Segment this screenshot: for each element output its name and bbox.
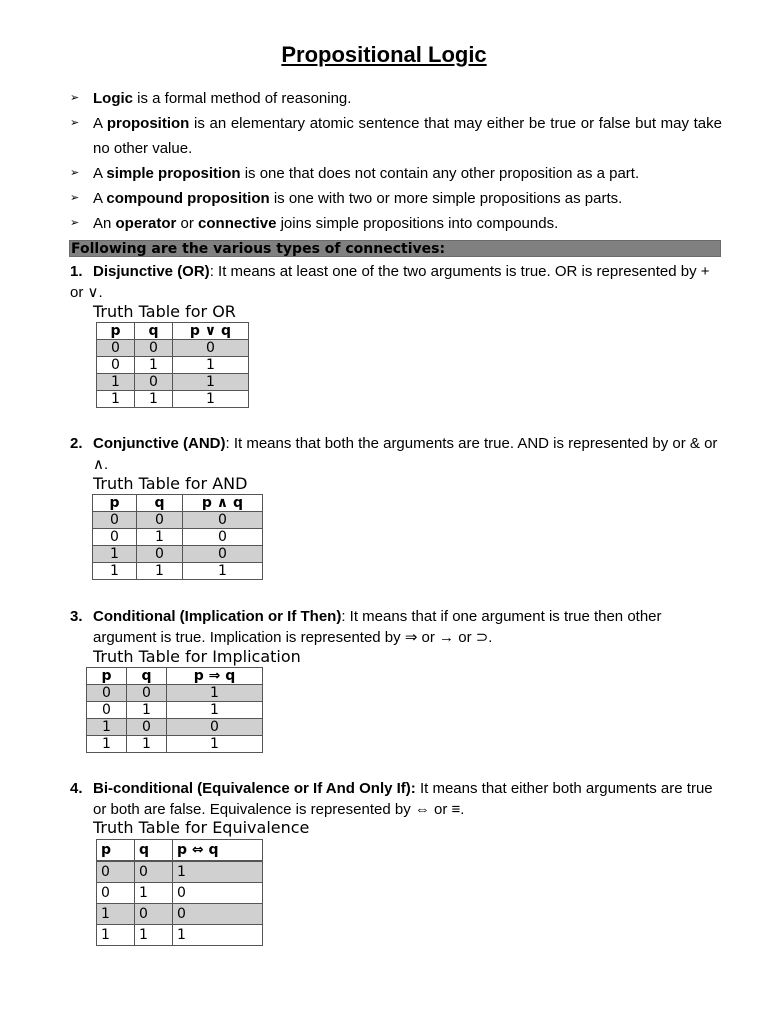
connective-description: It means that either both arguments are true or both are false. Equivalence is represented by ⇔ or ≡. <box>93 780 713 818</box>
truth-table-equivalence <box>96 839 263 946</box>
table-row <box>97 357 249 374</box>
table-cell: 0 <box>97 357 135 374</box>
connective-name: Conjunctive (AND) <box>93 435 226 452</box>
table-cell: 0 <box>183 546 263 563</box>
column-header: p ⇔ q <box>173 840 263 862</box>
connective-name: Disjunctive (OR) <box>93 263 210 280</box>
table-cell: 0 <box>127 719 167 736</box>
table-row <box>87 685 263 702</box>
truth-table-and <box>92 494 263 580</box>
truth-table-or <box>96 322 249 408</box>
term: connective <box>198 215 277 232</box>
table-caption: Truth Table for Implication <box>93 647 301 666</box>
table-cell: 1 <box>93 546 137 563</box>
connective-description: : It means that both the arguments are true. AND is represented by or & or ∧. <box>93 435 718 473</box>
table-cell: 0 <box>183 529 263 546</box>
table-cell: 1 <box>137 563 183 580</box>
table-row <box>93 546 263 563</box>
connective-description: : It means at least one of the two arguments is true. OR is represented by + or ∨. <box>70 263 710 301</box>
table-row <box>97 391 249 408</box>
term: operator <box>115 215 177 232</box>
term: compound proposition <box>106 190 270 207</box>
table-cell: 0 <box>127 685 167 702</box>
table-cell: 1 <box>87 736 127 753</box>
table-row <box>97 861 263 883</box>
table-cell: 1 <box>93 563 137 580</box>
table-caption: Truth Table for Equivalence <box>93 818 310 837</box>
table-cell: 1 <box>135 883 173 904</box>
table-cell: 1 <box>97 374 135 391</box>
truth-table-implication <box>86 667 263 753</box>
column-header: p <box>87 668 127 685</box>
connective-name: Bi-conditional (Equivalence or If And Only If): <box>93 780 416 797</box>
table-cell: 1 <box>135 391 173 408</box>
table-cell: 0 <box>183 512 263 529</box>
definition-list <box>70 86 722 236</box>
arrow-bullet-icon: ➢ <box>70 92 80 104</box>
term: proposition <box>106 115 190 132</box>
table-cell: 0 <box>87 685 127 702</box>
term: Logic <box>93 90 133 107</box>
table-cell: 0 <box>137 546 183 563</box>
table-cell: 0 <box>167 719 263 736</box>
table-cell: 1 <box>135 357 173 374</box>
connective-name: Conditional (Implication or If Then) <box>93 608 342 625</box>
table-row <box>87 736 263 753</box>
table-cell: 0 <box>93 512 137 529</box>
table-cell: 1 <box>167 702 263 719</box>
definition-item: ➢ Logic is a formal method of reasoning. <box>70 86 722 111</box>
arrow-bullet-icon: ➢ <box>70 192 80 204</box>
connective-description: : It means that if one argument is true then other argument is true. Implication is represented by ⇒ or → or ⊃. <box>93 608 662 646</box>
column-header: q <box>135 323 173 340</box>
table-cell: 0 <box>135 904 173 925</box>
table-row <box>97 925 263 946</box>
table-row <box>93 529 263 546</box>
table-cell: 1 <box>87 719 127 736</box>
table-cell: 0 <box>97 340 135 357</box>
page-title: Propositional Logic <box>281 42 487 67</box>
table-cell: 1 <box>97 391 135 408</box>
arrow-bullet-icon: ➢ <box>70 167 80 179</box>
table-cell: 1 <box>173 357 249 374</box>
definition-item: ➢ A simple proposition is one that does not contain any other proposition as a part. <box>70 161 722 186</box>
section-banner: Following are the various types of connectives: <box>69 240 721 257</box>
table-row <box>93 563 263 580</box>
table-cell: 1 <box>167 736 263 753</box>
connective-implication: 3. Conditional (Implication or If Then): It means that if one argument is true then other argument is true. Implication is represented by ⇒ or → or ⊃. <box>70 608 662 646</box>
table-row <box>97 374 249 391</box>
column-header: q <box>135 840 173 862</box>
column-header: p <box>97 840 135 862</box>
table-caption: Truth Table for OR <box>93 302 236 321</box>
table-cell: 0 <box>87 702 127 719</box>
connective-equivalence: 4. Bi-conditional (Equivalence or If And Only If): It means that either both arguments are true or both are false. Equivalence is represented by ⇔ or ≡. <box>70 780 713 818</box>
connective-or: 1. Disjunctive (OR): It means at least one of the two arguments is true. OR is represented by + or ∨. <box>70 263 710 301</box>
table-cell: 0 <box>173 883 263 904</box>
table-row <box>97 340 249 357</box>
table-caption: Truth Table for AND <box>93 474 248 493</box>
column-header: p <box>93 495 137 512</box>
table-cell: 0 <box>135 374 173 391</box>
table-row <box>97 883 263 904</box>
definition-item: ➢ A compound proposition is one with two or more simple propositions as parts. <box>70 186 722 211</box>
table-cell: 1 <box>183 563 263 580</box>
table-cell: 1 <box>173 391 249 408</box>
column-header: p ∨ q <box>173 323 249 340</box>
column-header: q <box>137 495 183 512</box>
table-cell: 1 <box>137 529 183 546</box>
table-cell: 0 <box>97 861 135 883</box>
arrow-bullet-icon: ➢ <box>70 117 80 129</box>
table-cell: 1 <box>127 736 167 753</box>
table-cell: 1 <box>97 925 135 946</box>
table-cell: 0 <box>97 883 135 904</box>
column-header: q <box>127 668 167 685</box>
table-cell: 1 <box>173 925 263 946</box>
table-cell: 0 <box>135 340 173 357</box>
table-cell: 0 <box>135 861 173 883</box>
definition-item: ➢ A proposition is an elementary atomic sentence that may either be true or false but may take no other value. <box>70 111 722 161</box>
connective-and: 2. Conjunctive (AND): It means that both the arguments are true. AND is represented by or & or ∧. <box>70 435 718 473</box>
table-cell: 0 <box>173 340 249 357</box>
table-cell: 1 <box>127 702 167 719</box>
table-cell: 1 <box>167 685 263 702</box>
table-cell: 1 <box>97 904 135 925</box>
table-row <box>87 719 263 736</box>
column-header: p ∧ q <box>183 495 263 512</box>
column-header: p ⇒ q <box>167 668 263 685</box>
table-cell: 1 <box>173 861 263 883</box>
column-header: p <box>97 323 135 340</box>
table-row <box>97 904 263 925</box>
table-cell: 1 <box>173 374 249 391</box>
arrow-bullet-icon: ➢ <box>70 217 80 229</box>
term: simple proposition <box>106 165 241 182</box>
definition-item: ➢ An operator or connective joins simple propositions into compounds. <box>70 211 722 236</box>
table-row <box>87 702 263 719</box>
table-cell: 1 <box>135 925 173 946</box>
table-row <box>93 512 263 529</box>
table-cell: 0 <box>93 529 137 546</box>
table-cell: 0 <box>173 904 263 925</box>
table-cell: 0 <box>137 512 183 529</box>
